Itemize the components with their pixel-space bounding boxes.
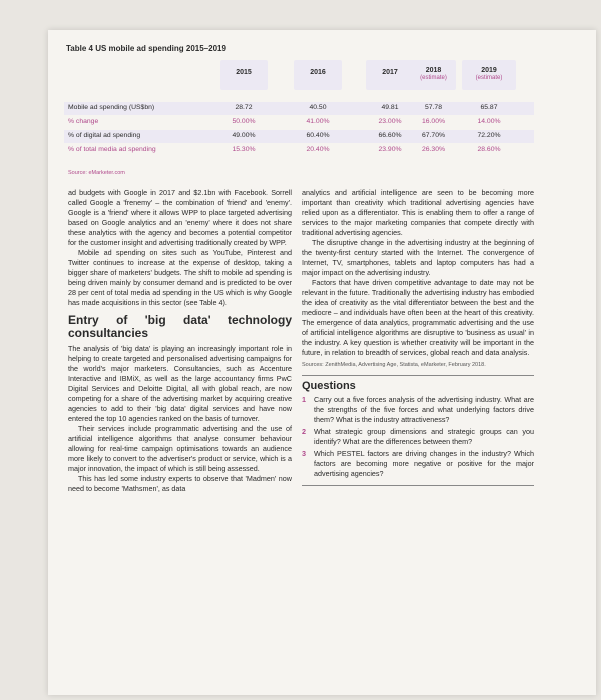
table-row	[64, 116, 534, 129]
divider	[302, 485, 534, 486]
row-label: % of digital ad spending	[68, 132, 141, 139]
paragraph: Factors that have driven competitive advantage to date may not be relevant in the future. Traditionally the advertising industry has embodied the idea of creativity as the vital differentiator between the best and the mediocre – and individuals have often been at the heart of this creativity. The emergence of data analytics, programmatic advertising and the use of artificial intelligence algorithms are disruptive to 'business as usual' in the industry. A key question is whether creativity will be important in the future, in relation to breadth of services, global reach and data analysis.	[302, 278, 534, 357]
table-source: Source: eMarketer.com	[68, 170, 125, 176]
table-cell: 23.00%	[378, 118, 402, 125]
left-column	[68, 188, 292, 494]
divider	[302, 375, 534, 376]
table-cell: 28.60%	[477, 146, 501, 153]
table-cell: 72.20%	[477, 132, 501, 139]
table-cell: 57.78	[424, 104, 442, 111]
table-cell: 49.00%	[232, 132, 256, 139]
paragraph: analytics and artificial intelligence are seen to be becoming more important than creativity which traditional advertising agencies have relied upon as a differentiator. This is enabling them to offer a range of services to the major marketing companies that compete directly with traditional advertising agencies.	[302, 188, 534, 237]
row-label: % of total media ad spending	[68, 146, 156, 153]
paragraph: This has led some industry experts to observe that 'Madmen' now need to become 'Mathsmen', as data	[68, 474, 292, 493]
paragraph: Their services include programmatic advertising and the use of artificial intelligence algorithms that analyse consumer behaviour allowing for real-time campaign optimisations towards an audience more likely to convert to the advertiser's product or service, which is a major innovation, the impact of which is still being assessed.	[68, 424, 292, 473]
table-row	[64, 102, 534, 115]
table-cell: 28.72	[235, 104, 253, 111]
paragraph: The analysis of 'big data' is playing an increasingly important role in helping to create targeted and personalised advertising campaigns for the world's major marketers. Consultancies, such as Accenture Interactive and IBMiX, as well as the large accountancy firms PwC Digital Services and Deloitte Digital, all with global reach, are now competing for a share of the advertising market by acquiring creative agencies to add to their 'big data' digital services and have now entered the top 10 agencies ranked on the basis of turnover.	[68, 344, 292, 423]
table-cell: 20.40%	[306, 146, 330, 153]
table-caption: Table 4 US mobile ad spending 2015–2019	[66, 44, 226, 53]
year-header: 2016	[294, 60, 342, 90]
year-header: 2019 (estimate)	[462, 60, 516, 90]
right-column	[302, 188, 534, 490]
table-cell: 26.30%	[421, 146, 446, 153]
table-cell: 14.00%	[477, 118, 501, 125]
table-cell: 50.00%	[232, 118, 256, 125]
table-header	[64, 58, 534, 90]
table-cell: 60.40%	[306, 132, 330, 139]
paragraph: ad budgets with Google in 2017 and $2.1bn with Facebook. Sorrell called Google a 'frenemy' – the combination of 'friend' and 'enemy'. Google is a 'friend' where it allows WPP to place targeted advertising based on Google analytics and an 'enemy' where it does not share these analytics with the agency and becomes a potential competitor for the customer insight and advertising traditionally created by WPP.	[68, 188, 292, 247]
table-cell: 15.30%	[232, 146, 256, 153]
table-cell: 23.90%	[378, 146, 402, 153]
year-header: 2015	[220, 60, 268, 90]
row-label: % change	[68, 118, 99, 125]
table-row	[64, 144, 534, 157]
table-row	[64, 130, 534, 143]
table-cell: 41.00%	[306, 118, 330, 125]
list-item: 3 Which PESTEL factors are driving changes in the industry? Which factors are becoming more negative or positive for the major advertising agencies?	[302, 449, 534, 478]
row-label: Mobile ad spending (US$bn)	[68, 104, 155, 111]
table-cell: 66.60%	[378, 132, 402, 139]
table-cell: 49.81	[381, 104, 399, 111]
table-cell: 67.70%	[421, 132, 446, 139]
table-cell: 40.50	[309, 104, 327, 111]
table-cell: 16.00%	[421, 118, 446, 125]
questions-list	[302, 395, 534, 479]
section-heading: Entry of 'big data' technology consultancies	[68, 313, 292, 340]
list-item: 2 What strategic group dimensions and strategic groups can you identify? What are the differences between them?	[302, 427, 534, 446]
paragraph: The disruptive change in the advertising industry at the beginning of the twenty-first century started with the Internet. The convergence of Internet, TV, smartphones, tablets and laptop computers has had a major impact on the advertising industry.	[302, 238, 534, 277]
list-item: 1 Carry out a five forces analysis of the advertising industry. What are the strengths of the five forces and what underlying factors drive them? What is the industry attractiveness?	[302, 395, 534, 424]
sources-note: Sources: ZenithMedia, Advertising Age, Statista, eMarketer, February 2018.	[302, 362, 486, 368]
paragraph: Mobile ad spending on sites such as YouTube, Pinterest and Twitter continues to increase at the expense of desktop, taking a bigger share of marketers' budgets. The shift to mobile ad spending is being driven mainly by consumer demand and is predicted to be over 28 per cent of total media ad spending in the US which is why Google has made acquisitions in this sector (see Table 4).	[68, 248, 292, 307]
year-header: 2018 (estimate)	[411, 60, 456, 90]
questions-heading: Questions	[302, 380, 356, 392]
year-header: 2017	[366, 60, 414, 90]
table-cell: 65.87	[480, 104, 498, 111]
